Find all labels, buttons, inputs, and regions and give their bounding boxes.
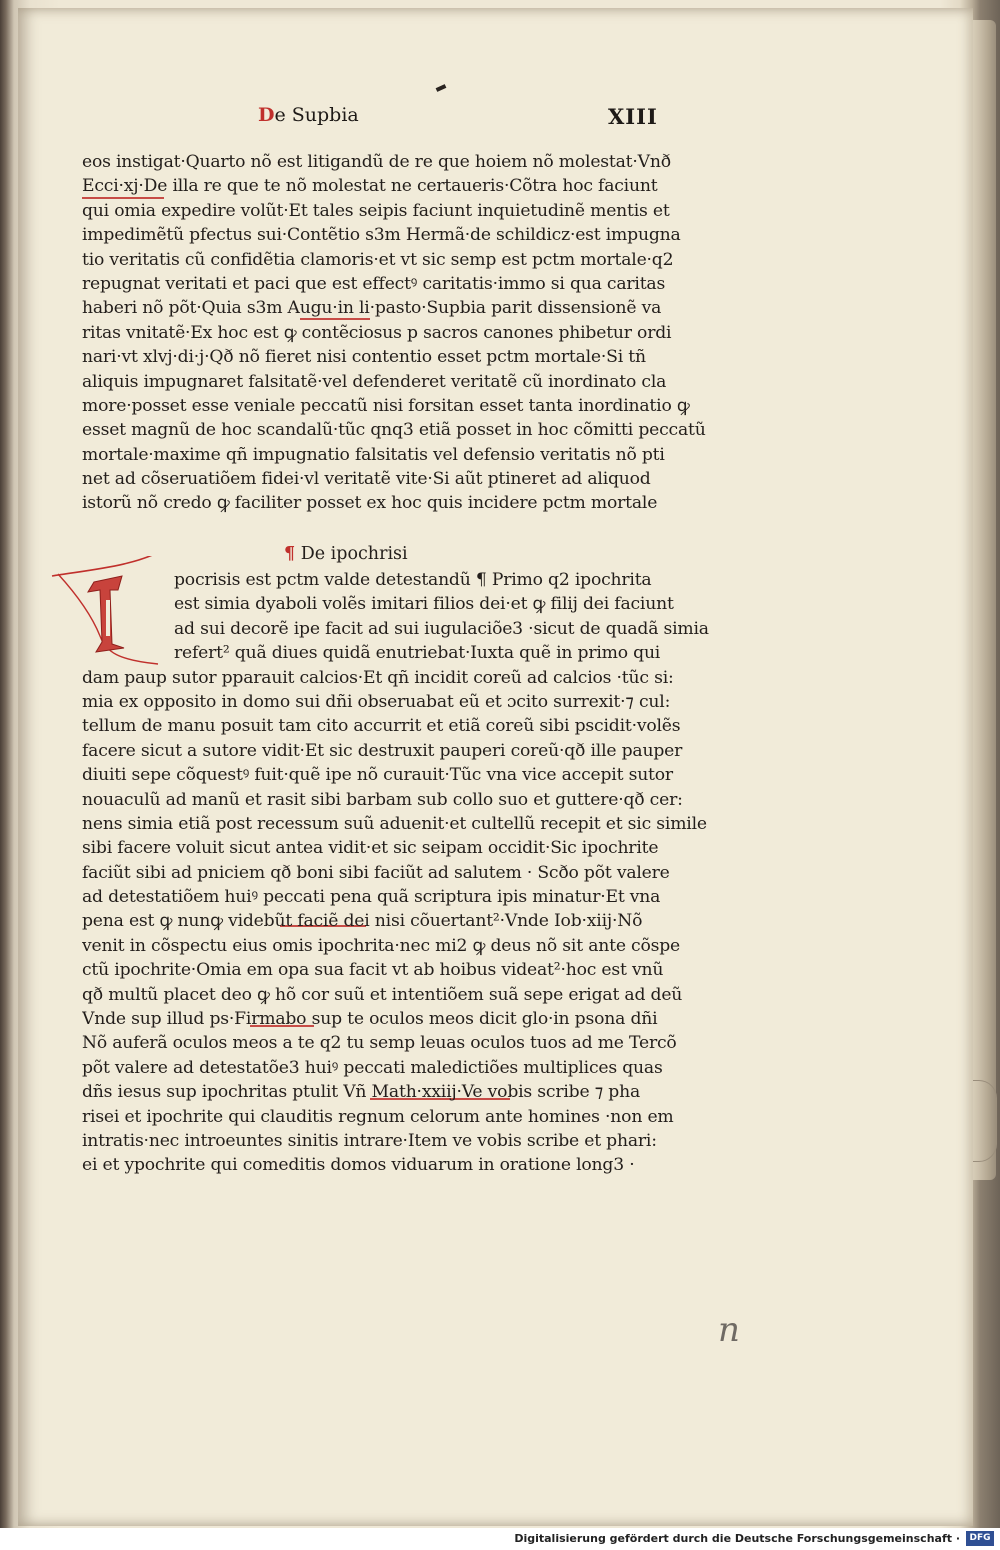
text-line: qui omia expedire volũt·Et tales seipis faciunt inquietudinẽ mentis et xyxy=(82,200,670,221)
text-line: aliquis impugnaret falsitatẽ·vel defenderet veritatẽ cũ inordinato cla xyxy=(82,371,667,392)
footer-credit: Digitalisierung gefördert durch die Deutsche Forschungsgemeinschaft · xyxy=(514,1532,960,1545)
text-line: venit in cõspectu eius omis ipochrita·nec mi2 ꝙ deus nõ sit ante cõspe xyxy=(82,935,681,956)
text-line: risei et ipochrite qui clauditis regnum celorum ante homines ·non em xyxy=(82,1106,674,1127)
paragraph-superbia xyxy=(82,150,722,516)
text-line: nens simia etiã post recessum suũ aduenit·et cultellũ recepit et sic simile xyxy=(82,813,707,834)
text-line: tio veritatis cũ confidẽtia clamoris·et vt sic semp est pctm mortale·q2 xyxy=(82,249,674,270)
text-line: nouaculũ ad manũ et rasit sibi barbam sub collo suo et guttere·qð cer: xyxy=(82,789,683,810)
text-line: faciũt sibi ad pniciem qð boni sibi faciũt ad salutem · Scðo põt valere xyxy=(82,862,670,883)
running-title-text: e Supbia xyxy=(274,104,359,126)
text-line: nari·vt xlvj·di·j·Qð nõ fieret nisi contentio esset pctm mortale·Si tñ xyxy=(82,347,646,368)
text-line: põt valere ad detestatõe3 huiꝰ peccati maledictiões multiplices quas xyxy=(82,1057,663,1078)
text-line: intratis·nec introeuntes sinitis intrare·Item ve vobis scribe et phari: xyxy=(82,1130,657,1151)
dfg-logo: DFG xyxy=(966,1531,994,1546)
text-line: ctũ ipochrite·Omia em opa sua facit vt ab hoibus videat²·hoc est vnũ xyxy=(82,960,664,981)
paragraph-mark: ¶ xyxy=(284,544,296,564)
pencil-annotation: n xyxy=(718,1310,740,1350)
text-line: sibi facere voluit sicut antea vidit·et sic seipam occidit·Sic ipochrite xyxy=(82,838,659,859)
ink-speck xyxy=(436,84,447,92)
text-line: impedimẽtũ pfectus sui·Contẽtio s3m Hermã·de schildicz·est impugna xyxy=(82,225,681,246)
text-line: repugnat veritati et paci que est effectꝰ caritatis·immo si qua caritas xyxy=(82,273,666,294)
text-line: esset magnũ de hoc scandalũ·tũc qnq3 etiã posset in hoc cõmitti peccatũ xyxy=(82,420,706,441)
section-heading-text: De ipochrisi xyxy=(300,544,408,564)
text-line: ei et ypochrite qui comeditis domos viduarum in oratione long3 · xyxy=(82,1155,635,1176)
text-line: net ad cõseruatiõem fidei·vl veritatẽ vite·Si aũt ptineret ad aliquod xyxy=(82,469,651,490)
running-title xyxy=(258,104,359,126)
text-line: dam paup sutor pparauit calcios·Et qñ incidit coreũ ad calcios ·tũc si: xyxy=(82,667,674,688)
rubric-initial: D xyxy=(258,104,275,126)
text-line: tellum de manu posuit tam cito accurrit et etiã coreũ sibi pscidit·volẽs xyxy=(82,716,681,737)
text-line: pocrisis est pctm valde detestandũ ¶ Primo q2 ipochrita xyxy=(174,570,652,590)
text-line: ritas vnitatẽ·Ex hoc est ꝙ contẽciosus p sacros canones phibetur ordi xyxy=(82,322,672,343)
text-line: dñs iesus sup ipochritas ptulit Vñ Math·xxiij·Ve vobis scribe ⁊ pha xyxy=(82,1082,641,1103)
digitization-footer xyxy=(0,1528,1000,1550)
text-line: mortale·maxime qñ impugnatio falsitatis vel defensio veritatis nõ pti xyxy=(82,444,665,465)
text-line: istorũ nõ credo ꝙ faciliter posset ex hoc quis incidere pctm mortale xyxy=(82,493,658,514)
folio-number: XIII xyxy=(608,104,658,129)
text-line: Nõ auferã oculos meos a te q2 tu semp leuas oculos tuos ad me Tercõ xyxy=(82,1033,677,1054)
text-line: Ecci·xj·De illa re que te nõ molestat ne certaueris·Cõtra hoc faciunt xyxy=(82,176,658,197)
rubric-underline xyxy=(300,318,370,320)
text-line: est simia dyaboli volẽs imitari filios dei·et ꝙ filij dei faciunt xyxy=(174,594,674,615)
paragraph-hypocrisis xyxy=(82,568,722,1178)
text-line: diuiti sepe cõquestꝰ fuit·quẽ ipe nõ curauit·Tũc vna vice accepit sutor xyxy=(82,765,673,786)
text-line: Vnde sup illud ps·Firmabo sup te oculos meos dicit glo·in psona dñi xyxy=(82,1009,658,1030)
text-line: eos instigat·Quarto nõ est litigandũ de re que hoiem nõ molestat·Vnð xyxy=(82,152,671,172)
text-line: facere sicut a sutore vidit·Et sic destruxit pauperi coreũ·qð ille pauper xyxy=(82,740,683,761)
text-line: more·posset esse veniale peccatũ nisi forsitan esset tanta inordinatio ꝙ xyxy=(82,395,690,416)
text-line: mia ex opposito in domo sui dñi obseruabat eũ et ɔcito surrexit·⁊ cul: xyxy=(82,691,671,712)
text-line: haberi nõ põt·Quia s3m Augu·in li·pasto·Supbia parit dissensionẽ va xyxy=(82,298,662,319)
text-line: ad detestatiõem huiꝰ peccati pena quã scriptura ipis minatur·Et vna xyxy=(82,887,661,908)
text-line: pena est ꝙ nunꝙ videbũt faciẽ dei nisi cõuertant²·Vnde Iob·xiij·Nõ xyxy=(82,911,643,932)
section-heading xyxy=(284,544,408,564)
text-line: refert² quã diues quidã enutriebat·Iuxta quẽ in primo qui xyxy=(174,643,661,664)
text-line: qð multũ placet deo ꝙ hõ cor suũ et intentiõem suã sepe erigat ad deũ xyxy=(82,984,683,1005)
rubric-underline xyxy=(82,197,164,199)
text-line: ad sui decorẽ ipe facit ad sui iugulaciõe3 ·sicut de quadã simia xyxy=(174,618,709,639)
